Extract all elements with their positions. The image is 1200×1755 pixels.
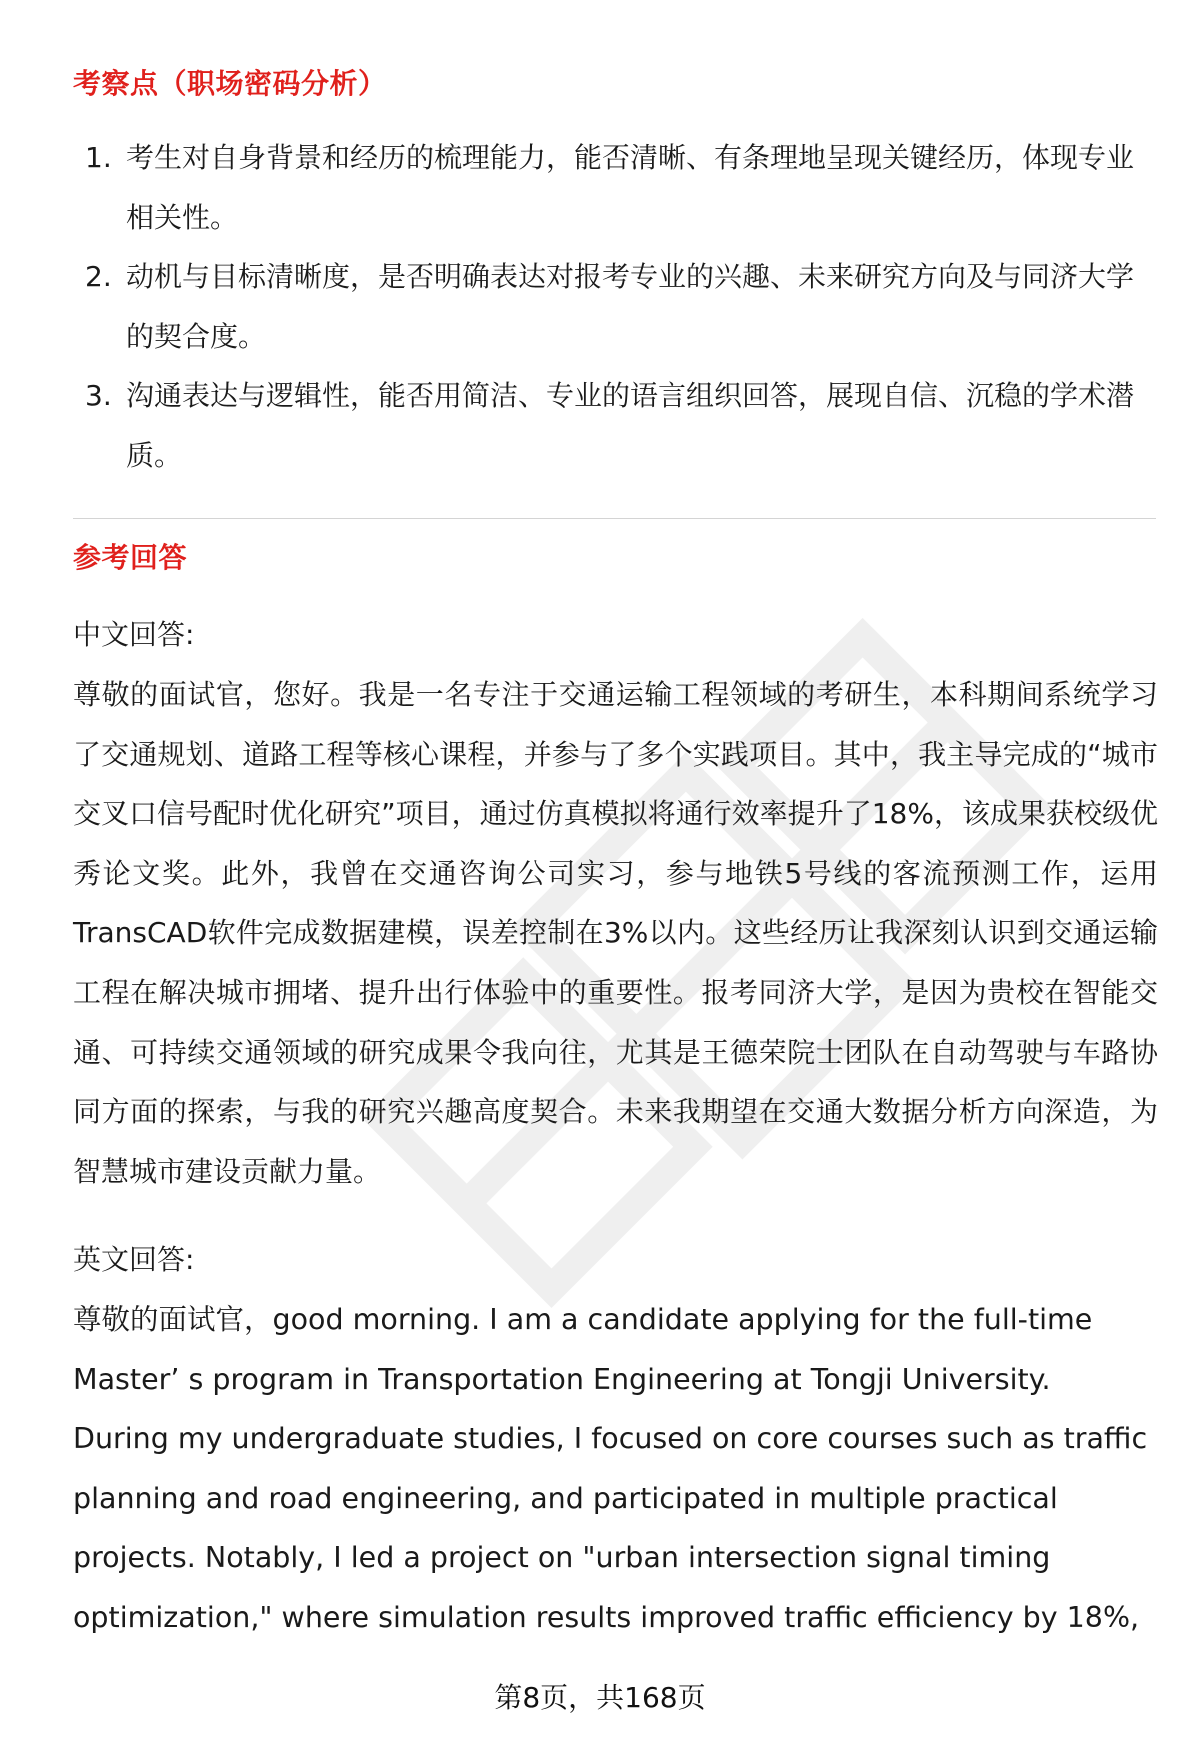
list-number: 1. [85, 141, 112, 174]
english-answer-text: 尊敬的面试官，good morning. I am a candidate applying for the full-time Master’ s program in Transportation Engineering at Tongji University. During my undergraduate studies, I focused on core courses such as traffic planning and road engineering, and participated in multiple practical projects. Notably, I led a project on "urban intersection signal timing optimization," where simulation results improved traffic efficiency by 18%, [73, 1303, 1148, 1634]
list-item-text: 考生对自身背景和经历的梳理能力，能否清晰、有条理地呈现关键经历，体现专业相关性。 [126, 141, 1135, 234]
list-number: 2. [85, 260, 112, 293]
list-item-text: 沟通表达与逻辑性，能否用简洁、专业的语言组织回答，展现自信、沉稳的学术潜质。 [126, 379, 1135, 472]
list-number: 3. [85, 379, 112, 412]
list-item [73, 247, 1153, 366]
chinese-answer-text: 尊敬的面试官，您好。我是一名专注于交通运输工程领域的考研生，本科期间系统学习了交通规划、道路工程等核心课程，并参与了多个实践项目。其中，我主导完成的“城市交叉口信号配时优化研究”项目，通过仿真模拟将通行效率提升了18%，该成果获校级优秀论文奖。此外，我曾在交通咨询公司实习，参与地铁5号线的客流预测工作，运用TransCAD软件完成数据建模，误差控制在3%以内。这些经历让我深刻认识到交通运输工程在解决城市拥堵、提升出行体验中的重要性。报考同济大学，是因为贵校在智能交通、可持续交通领域的研究成果令我向往，尤其是王德荣院士团队在自动驾驶与车路协同方面的探索，与我的研究兴趣高度契合。未来我期望在交通大数据分析方向深造，为智慧城市建设贡献力量。 [73, 678, 1158, 1188]
chinese-answer-label: 中文回答: [73, 618, 195, 651]
list-item-text: 动机与目标清晰度，是否明确表达对报考专业的兴趣、未来研究方向及与同济大学的契合度。 [126, 260, 1135, 353]
english-answer-label: 英文回答: [73, 1243, 195, 1276]
page-number: 第8页，共168页 [494, 1681, 706, 1714]
section-title-assessment: 考察点（职场密码分析） [73, 67, 387, 100]
assessment-points-list [73, 128, 1153, 485]
list-item [73, 128, 1153, 247]
section-title-reference-answer: 参考回答 [73, 541, 188, 574]
list-item [73, 366, 1153, 485]
section-divider [73, 518, 1156, 519]
